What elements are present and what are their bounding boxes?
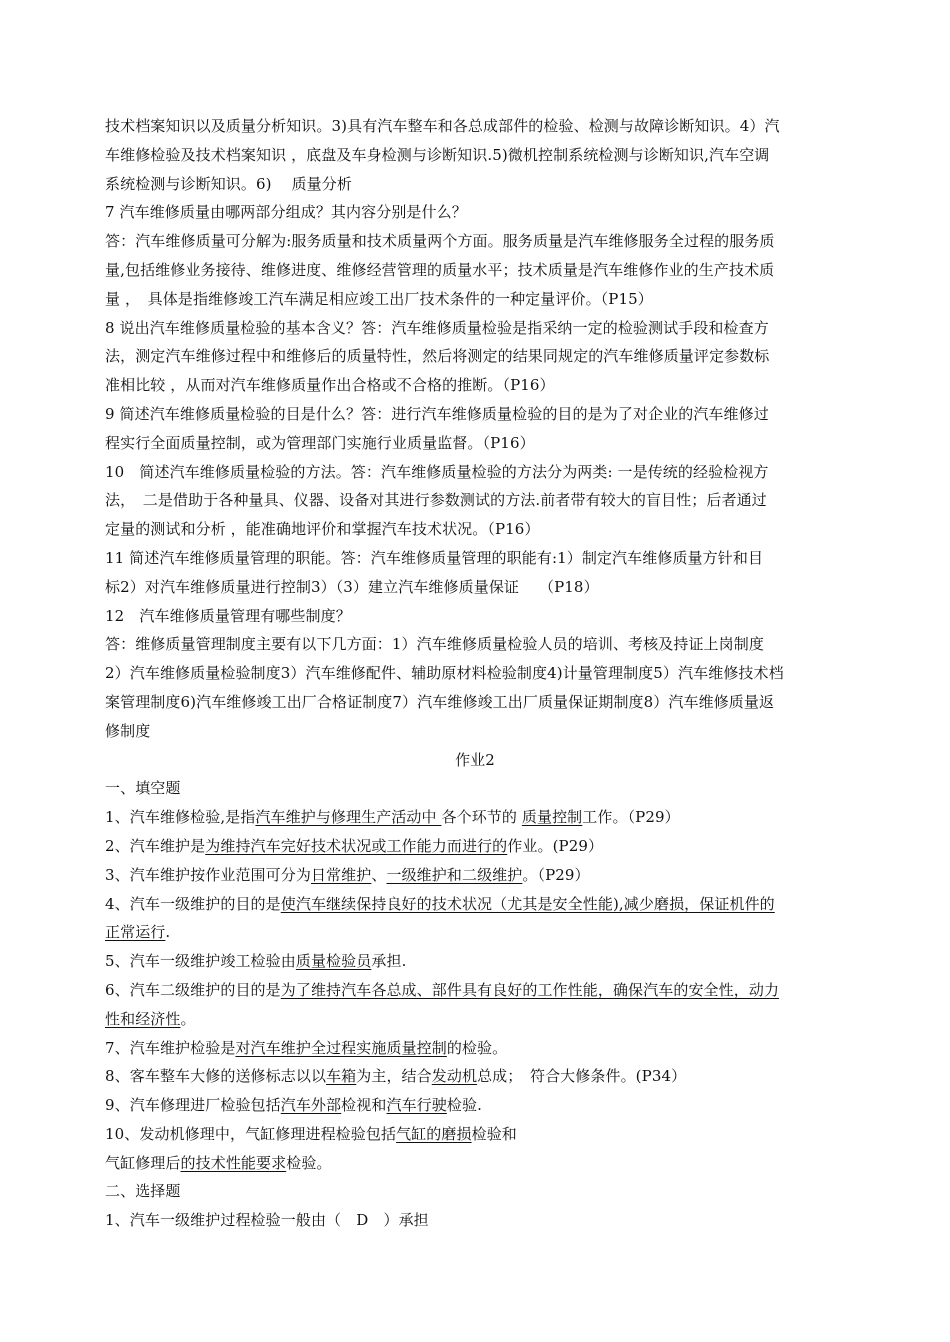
fill-text: 8、客车整车大修的送修标志以以: [105, 1067, 327, 1086]
fill-answer: 对汽车维护全过程实施质量控制: [235, 1038, 447, 1057]
question-11-line: 标2）对汽车维修质量进行控制3）（3）建立汽车维修质量保证 （P18）: [105, 577, 599, 596]
fill-text: 。: [180, 1009, 196, 1028]
answer-7-line: 答：汽车维修质量可分解为:服务质量和技术质量两个方面。服务质量是汽车维修服务全过程的服务质: [105, 232, 775, 251]
answer-7-line: 量,包括维修业务接待、维修进度、维修经营管理的质量水平；技术质量是汽车维修作业的生产技术质: [105, 260, 775, 279]
text-line: 技术档案知识以及质量分析知识。3)具有汽车整车和各总成部件的检验、检测与故障诊断知识。4）汽: [105, 117, 780, 135]
answer-12-line: 案管理制度6)汽车维修竣工出厂合格证制度7）汽车维修竣工出厂质量保证期制度8）汽车维修质量返: [105, 692, 775, 711]
fill-item-10: [105, 1120, 845, 1149]
fill-answer: 为维持汽车完好技术状况或工作能力而进行的: [205, 836, 508, 855]
fill-text: 2、汽车维护是: [105, 836, 206, 855]
question-7: 7 汽车维修质量由哪两部分组成？其内容分别是什么？: [105, 203, 467, 222]
fill-answer: 车箱: [326, 1067, 357, 1086]
fill-item-6: [105, 976, 845, 1005]
fill-item-8: [105, 1062, 845, 1091]
fill-answer: 汽车行驶: [386, 1096, 447, 1115]
fill-text: 10、发动机修理中，气缸修理进程检验包括: [105, 1124, 397, 1143]
fill-answer: 汽车维护与修理生产活动中: [255, 808, 442, 827]
fill-item-7: [105, 1034, 845, 1063]
fill-item-2: [105, 832, 845, 861]
question-9-line: 程实行全面质量控制，或为管理部门实施行业质量监督。（P16）: [105, 433, 535, 452]
fill-text: 的检验。: [446, 1038, 508, 1057]
fill-item-1: [105, 803, 845, 832]
fill-answer: 质量控制: [521, 808, 583, 827]
answer-12-line: 修制度: [105, 721, 151, 740]
section-fill-heading: 一、填空题: [105, 779, 181, 798]
fill-item-4-cont: [105, 918, 845, 947]
fill-text: 检验.: [446, 1096, 482, 1115]
question-10-line: 法， 二是借助于各种量具、仪器、设备对其进行参数测试的方法.前者带有较大的盲目性；后者通过: [105, 491, 767, 510]
fill-text: .: [165, 923, 171, 942]
fill-text: 检验和: [471, 1124, 517, 1143]
fill-answer: 的技术性能要求: [180, 1153, 287, 1172]
fill-text: 4、汽车一级维护的目的是: [105, 894, 281, 913]
fill-answer: 性和经济性: [105, 1009, 181, 1028]
fill-answer: 日常维护: [310, 865, 372, 884]
fill-text: 1、汽车维修检验,是指: [105, 808, 256, 827]
fill-text: 5、汽车一级维护竣工检验由: [105, 952, 296, 971]
fill-text: 为主，结合: [356, 1067, 432, 1086]
fill-text: 各个环节的: [441, 808, 522, 827]
fill-answer: 汽车外部: [280, 1096, 342, 1115]
fill-answer: 发动机: [431, 1067, 478, 1086]
fill-text: 气缸修理后: [105, 1153, 181, 1172]
fill-item-3: [105, 861, 845, 890]
answer-12-line: 答：维修质量管理制度主要有以下几方面：1）汽车维修质量检验人员的培训、考核及持证上岗制度: [105, 635, 764, 654]
fill-text: 3、汽车维护按作业范围可分为: [105, 865, 311, 884]
question-8-line: 准相比较 ，从而对汽车维修质量作出合格或不合格的推断。（P16）: [105, 376, 555, 395]
answer-12-line: 2）汽车维修质量检验制度3）汽车维修配件、辅助原材料检验制度4)计量管理制度5）汽车维修技术档: [105, 664, 784, 683]
fill-text: 7、汽车维护检验是: [105, 1038, 236, 1057]
question-9-line: 9 简述汽车维修质量检验的目是什么？答：进行汽车维修质量检验的目的是为了对企业的汽车维修过: [105, 404, 769, 423]
fill-text: 工作。（P29）: [582, 808, 680, 827]
fill-answer: 气缸的磨损: [396, 1124, 472, 1143]
question-8-line: 8 说出汽车维修质量检验的基本含义？答：汽车维修质量检验是指采纳一定的检验测试手段和检查方: [105, 318, 769, 337]
fill-answer: 一级维护和二级维护: [386, 865, 523, 884]
document-page: [105, 112, 845, 1235]
question-8-line: 法，测定汽车维修过程中和维修后的质量特性，然后将测定的结果同规定的汽车维修质量评定参数标: [105, 347, 770, 366]
fill-text: 。（P29）: [522, 865, 590, 884]
answer-7-line: 量 ， 具体是指维修竣工汽车满足相应竣工出厂技术条件的一种定量评价。（P15）: [105, 289, 653, 308]
fill-item-5: [105, 947, 845, 976]
question-10-line: 10 简述汽车维修质量检验的方法。答：汽车维修质量检验的方法分为两类: 一是传统的经验检视方: [105, 462, 769, 481]
fill-item-4: [105, 890, 845, 919]
fill-item-9: [105, 1091, 845, 1120]
fill-text: 9、汽车修理进厂检验包括: [105, 1096, 281, 1115]
question-10-line: 定量的测试和分析 ，能准确地评价和掌握汽车技术状况。（P16）: [105, 520, 540, 539]
question-12: 12 汽车维修质量管理有哪些制度？: [105, 606, 351, 625]
question-11-line: 11 简述汽车维修质量管理的职能。答：汽车维修质量管理的职能有:1）制定汽车维修质量方针和目: [105, 548, 764, 567]
fill-item-6-cont: [105, 1005, 845, 1034]
fill-answer: 正常运行: [105, 923, 166, 942]
choice-item-1: 1、汽车一级维护过程检验一般由（ D ）承担: [105, 1211, 429, 1230]
fill-text: 作业。(P29）: [507, 836, 604, 855]
fill-answer: 为了维持汽车各总成、部件具有良好的工作性能，确保汽车的安全性，动力: [280, 980, 780, 999]
fill-text: 检验。: [286, 1153, 332, 1172]
fill-text: 检视和: [341, 1096, 387, 1115]
fill-text: 承担.: [371, 952, 407, 971]
fill-text: 6、汽车二级维护的目的是: [105, 980, 281, 999]
text-line: 系统检测与诊断知识。6) 质量分析: [105, 174, 352, 193]
fill-text: 总成； 符合大修条件。(P34）: [477, 1067, 687, 1086]
section-choice-heading: 二、选择题: [105, 1182, 181, 1201]
homework-title: 作业2: [455, 750, 495, 769]
fill-item-10-cont: [105, 1149, 845, 1178]
fill-answer: 使汽车继续保持良好的技术状况（尤其是安全性能),减少磨损，保证机件的: [280, 894, 775, 913]
fill-text: 、: [371, 865, 387, 884]
fill-answer: 质量检验员: [295, 952, 372, 971]
text-line: 车维修检验及技术档案知识 ，底盘及车身检测与诊断知识.5)微机控制系统检测与诊断知识,汽车空调: [105, 145, 770, 164]
